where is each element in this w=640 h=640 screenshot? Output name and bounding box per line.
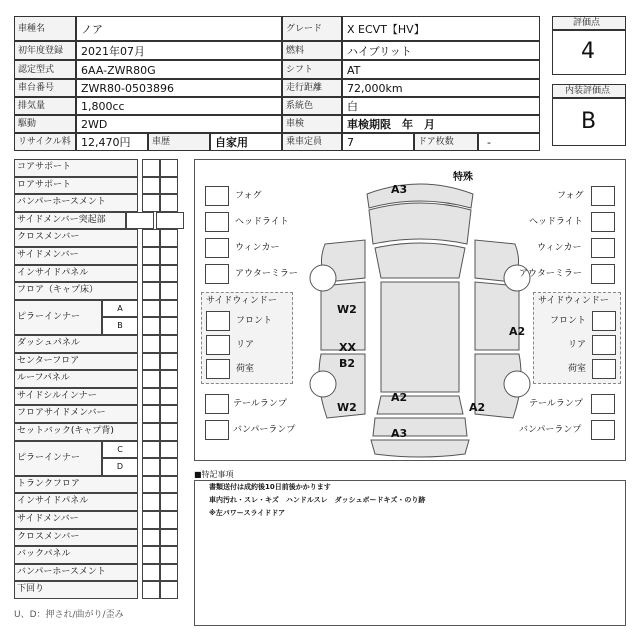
remarks-label: ■特記事項 <box>194 470 234 479</box>
frame-row-label: サイドメンバー <box>14 247 138 265</box>
frame-check-box[interactable] <box>142 317 160 335</box>
doors-value: - <box>487 136 491 149</box>
history-value: 自家用 <box>215 136 248 149</box>
first-reg-value: 2021年07月 <box>81 45 145 58</box>
fog-right-checkbox[interactable] <box>591 186 615 206</box>
frame-check-box[interactable] <box>160 353 178 371</box>
frame-row <box>14 353 184 371</box>
value-cell <box>342 115 540 133</box>
mirror-left-checkbox[interactable] <box>205 264 229 284</box>
frame-check-box[interactable] <box>142 159 160 177</box>
remarks-box <box>194 480 626 626</box>
frame-sub-label: D <box>102 458 138 476</box>
recycle-label: リサイクル料 <box>18 137 71 147</box>
frame-row-label: センターフロア <box>14 353 138 371</box>
model-value: ノア <box>81 23 103 36</box>
grade-value: X ECVT【HV】 <box>347 23 425 36</box>
frame-check-box[interactable] <box>142 300 160 318</box>
frame-check-box[interactable] <box>142 423 160 441</box>
score-label: 評価点 <box>573 18 601 28</box>
fog-right-label: フォグ <box>557 191 584 201</box>
frame-row <box>14 388 184 406</box>
frame-legend: U、D：押され/曲がり/歪み <box>14 610 124 620</box>
frame-row-label: ダッシュパネル <box>14 335 138 353</box>
bumper-lamp-left-checkbox[interactable] <box>205 420 229 440</box>
frame-row <box>14 212 184 230</box>
frame-row <box>14 159 184 177</box>
frame-row <box>14 564 184 582</box>
frame-row-label: ロアサポート <box>14 177 138 195</box>
headlight-right-label: ヘッドライト <box>529 217 583 227</box>
type-value: 6AA-ZWR80G <box>81 64 156 77</box>
winker-left-label: ウィンカー <box>235 243 280 253</box>
label-cell <box>282 115 342 133</box>
frame-check-box[interactable] <box>160 265 178 283</box>
value-cell <box>342 16 540 41</box>
code-right-mid: A2 <box>509 325 526 338</box>
tail-lamp-left-label: テールランプ <box>233 399 287 409</box>
value-cell <box>76 79 282 97</box>
label-cell <box>282 60 342 79</box>
value-cell <box>76 133 148 151</box>
frame-check-box[interactable] <box>142 458 160 476</box>
first-reg-label: 初年度登録 <box>18 46 64 56</box>
frame-row-label: 下回り <box>14 581 138 599</box>
frame-check-box[interactable] <box>160 405 178 423</box>
frame-check-box[interactable] <box>160 335 178 353</box>
shift-label: シフト <box>286 65 314 75</box>
drive-value: 2WD <box>81 118 108 131</box>
label-cell <box>282 16 342 41</box>
value-cell <box>76 97 282 115</box>
side-window-right-front-checkbox[interactable] <box>592 311 616 331</box>
frame-check-box[interactable] <box>142 353 160 371</box>
winker-right-label: ウィンカー <box>537 243 582 253</box>
frame-row <box>14 282 184 300</box>
label-cell <box>282 79 342 97</box>
label-cell <box>282 133 342 151</box>
code-center: XX <box>339 341 356 354</box>
frame-row-label: ピラーインナー <box>14 441 102 476</box>
frame-row-label: ピラーインナー <box>14 300 102 335</box>
frame-row-label: クロスメンバー <box>14 529 138 547</box>
frame-check-box[interactable] <box>160 317 178 335</box>
frame-row-label: フロア（キャプ床） <box>14 282 138 300</box>
model-label: 車種名 <box>18 24 46 34</box>
score-header <box>552 16 626 30</box>
frame-check-box[interactable] <box>160 370 178 388</box>
shift-value: AT <box>347 64 361 77</box>
drive-label: 駆動 <box>18 119 37 129</box>
frame-check-box[interactable] <box>160 177 178 195</box>
frame-row <box>14 476 184 494</box>
side-window-right-group <box>533 292 621 384</box>
frame-check-box[interactable] <box>160 581 178 599</box>
frame-check-box[interactable] <box>160 458 178 476</box>
frame-check-box[interactable] <box>142 476 160 494</box>
code-left-rear: W2 <box>337 401 357 414</box>
side-window-right-rear-label: リア <box>568 340 587 350</box>
bumper-lamp-right-checkbox[interactable] <box>591 420 615 440</box>
frame-row <box>14 229 184 247</box>
mirror-right-label: アウターミラー <box>519 269 582 279</box>
frame-row-label: サイドメンバー <box>14 511 138 529</box>
frame-row-label: インサイドパネル <box>14 265 138 283</box>
label-cell <box>414 133 478 151</box>
winker-left-checkbox[interactable] <box>205 238 229 258</box>
side-window-left-rear-checkbox[interactable] <box>206 335 230 355</box>
value-cell <box>76 16 282 41</box>
frame-row-label: サイドメンバー突起部 <box>14 212 126 230</box>
frame-check-box[interactable] <box>160 564 178 582</box>
frame-row <box>14 581 184 599</box>
frame-check-box[interactable] <box>142 282 160 300</box>
frame-row <box>14 194 184 212</box>
code-front-bumper: A3 <box>391 183 408 196</box>
label-cell <box>14 79 76 97</box>
displacement-label: 排気量 <box>18 101 46 111</box>
score-box <box>552 30 626 75</box>
headlight-left-checkbox[interactable] <box>205 212 229 232</box>
frame-row-label: コアサポート <box>14 159 138 177</box>
side-window-left-group <box>201 292 293 384</box>
fog-left-checkbox[interactable] <box>205 186 229 206</box>
side-window-right-cargo-label: 荷室 <box>568 364 587 374</box>
frame-row-label: トランクフロア <box>14 476 138 494</box>
displacement-value: 1,800cc <box>81 100 125 113</box>
frame-row <box>14 511 184 529</box>
side-window-left-cargo-label: 荷室 <box>236 364 255 374</box>
side-window-left-front-label: フロント <box>236 316 273 326</box>
type-label: 認定型式 <box>18 65 55 75</box>
side-window-right-cargo-checkbox[interactable] <box>592 359 616 379</box>
frame-row <box>14 247 184 265</box>
grade-label: グレード <box>286 24 323 34</box>
frame-row-label: セットバック(キャプ背) <box>14 423 138 441</box>
remark-line: 車内汚れ・スレ・キズ ハンドルスレ ダッシュボードキズ・のり跡 <box>209 496 426 504</box>
capacity-value: 7 <box>347 136 354 149</box>
bumper-lamp-right-label: バンパーランプ <box>519 425 582 435</box>
frame-check-box[interactable] <box>160 423 178 441</box>
bumper-lamp-left-label: バンパーランプ <box>233 425 296 435</box>
fuel-label: 燃料 <box>286 46 305 56</box>
headlight-right-checkbox[interactable] <box>591 212 615 232</box>
frame-check-box[interactable] <box>160 493 178 511</box>
frame-check-box[interactable] <box>160 282 178 300</box>
car-outline <box>305 174 535 458</box>
frame-check-box[interactable] <box>142 493 160 511</box>
frame-check-box[interactable] <box>160 546 178 564</box>
frame-check-box[interactable] <box>142 247 160 265</box>
chassis-value: ZWR80-0503896 <box>81 82 175 95</box>
frame-row <box>14 493 184 511</box>
frame-check-box[interactable] <box>142 511 160 529</box>
remark-line: 書類送付は成約後10日前後かかります <box>209 483 331 491</box>
frame-check-box[interactable] <box>160 229 178 247</box>
label-cell <box>282 41 342 60</box>
color-label: 系統色 <box>286 101 314 111</box>
frame-row-label: バンパーホースメント <box>14 564 138 582</box>
mileage-value: 72,000km <box>347 82 403 95</box>
label-cell <box>14 97 76 115</box>
frame-row-label: インサイドパネル <box>14 493 138 511</box>
label-cell <box>14 60 76 79</box>
chassis-label: 車台番号 <box>18 83 55 93</box>
frame-check-box[interactable] <box>142 529 160 547</box>
history-label: 車歴 <box>152 137 171 147</box>
frame-row-label: ルーフパネル <box>14 370 138 388</box>
frame-check-box[interactable] <box>142 388 160 406</box>
frame-row-label: バックパネル <box>14 546 138 564</box>
mirror-left-label: アウターミラー <box>235 269 298 279</box>
damage-diagram <box>194 159 626 461</box>
code-rear-center: A2 <box>391 391 408 404</box>
frame-row-label: バンパーホースメント <box>14 194 138 212</box>
frame-check-box[interactable] <box>142 194 160 212</box>
frame-row <box>14 265 184 283</box>
frame-check-box[interactable] <box>160 388 178 406</box>
mileage-label: 走行距離 <box>286 83 323 93</box>
remark-line: ※左パワースライドドア <box>209 509 286 517</box>
value-cell <box>76 60 282 79</box>
tail-lamp-right-checkbox[interactable] <box>591 394 615 414</box>
label-cell <box>14 16 76 41</box>
score-value: 4 <box>581 39 595 64</box>
value-cell <box>76 115 282 133</box>
value-cell <box>342 97 540 115</box>
side-window-left-rear-label: リア <box>236 340 255 350</box>
frame-row <box>14 177 184 195</box>
tail-lamp-left-checkbox[interactable] <box>205 394 229 414</box>
value-cell <box>342 133 414 151</box>
interior-score-box <box>552 98 626 146</box>
label-cell <box>14 41 76 60</box>
inspection-value: 車検期限 年 月 <box>347 118 435 131</box>
frame-row <box>14 335 184 353</box>
value-cell <box>478 133 540 151</box>
label-cell <box>148 133 210 151</box>
code-rear-bumper: A3 <box>391 427 408 440</box>
frame-sub-label: A <box>102 300 138 318</box>
frame-sub-label: B <box>102 317 138 335</box>
value-cell <box>342 79 540 97</box>
fog-left-label: フォグ <box>235 191 262 201</box>
frame-row <box>14 546 184 564</box>
value-cell <box>76 41 282 60</box>
frame-sub-label: C <box>102 441 138 459</box>
value-cell <box>342 60 540 79</box>
label-cell <box>282 97 342 115</box>
frame-check-box[interactable] <box>142 564 160 582</box>
side-window-left-front-checkbox[interactable] <box>206 311 230 331</box>
inspection-label: 車検 <box>286 119 305 129</box>
frame-check-box[interactable] <box>142 265 160 283</box>
frame-check-box[interactable] <box>160 247 178 265</box>
code-left-front: W2 <box>337 303 357 316</box>
side-window-left-cargo-checkbox[interactable] <box>206 359 230 379</box>
label-cell <box>14 115 76 133</box>
side-window-right-rear-checkbox[interactable] <box>592 335 616 355</box>
frame-check-box[interactable] <box>142 177 160 195</box>
frame-check-box[interactable] <box>156 212 184 230</box>
doors-label: ドア枚数 <box>418 137 454 147</box>
value-cell <box>210 133 282 151</box>
side-window-right-title: サイドウィンドー <box>538 296 609 306</box>
frame-check-box[interactable] <box>142 546 160 564</box>
frame-check-box[interactable] <box>160 159 178 177</box>
mirror-right-checkbox[interactable] <box>591 264 615 284</box>
frame-check-box[interactable] <box>142 405 160 423</box>
winker-right-checkbox[interactable] <box>591 238 615 258</box>
frame-row <box>14 529 184 547</box>
frame-row <box>14 300 184 335</box>
code-center-2: B2 <box>339 357 356 370</box>
frame-row <box>14 423 184 441</box>
side-window-left-title: サイドウィンドー <box>206 296 277 306</box>
frame-check-box[interactable] <box>142 229 160 247</box>
tail-lamp-right-label: テールランプ <box>529 399 583 409</box>
frame-check-box[interactable] <box>160 529 178 547</box>
frame-row <box>14 405 184 423</box>
frame-check-box[interactable] <box>160 441 178 459</box>
recycle-value: 12,470円 <box>81 136 131 149</box>
value-cell <box>342 41 540 60</box>
color-value: 白 <box>347 100 358 113</box>
label-cell <box>14 133 76 151</box>
capacity-label: 乗車定員 <box>286 137 323 147</box>
frame-row <box>14 370 184 388</box>
frame-check-box[interactable] <box>160 476 178 494</box>
fuel-value: ハイブリット <box>347 45 412 58</box>
interior-score-header <box>552 84 626 98</box>
special-label: 特殊 <box>453 172 473 183</box>
frame-check-box[interactable] <box>142 581 160 599</box>
frame-check-box[interactable] <box>126 212 154 230</box>
frame-check-box[interactable] <box>160 511 178 529</box>
frame-row-label: フロアサイドメンバー <box>14 405 138 423</box>
interior-score-value: B <box>581 109 597 134</box>
frame-check-box[interactable] <box>142 335 160 353</box>
frame-check-box[interactable] <box>160 194 178 212</box>
frame-row <box>14 441 184 476</box>
headlight-left-label: ヘッドライト <box>235 217 289 227</box>
frame-check-box[interactable] <box>142 441 160 459</box>
frame-check-box[interactable] <box>142 370 160 388</box>
frame-row-label: クロスメンバー <box>14 229 138 247</box>
frame-row-label: サイドシルインナー <box>14 388 138 406</box>
interior-score-label: 内装評価点 <box>565 86 611 96</box>
code-right-rear: A2 <box>469 401 486 414</box>
side-window-right-front-label: フロント <box>550 316 587 326</box>
frame-check-box[interactable] <box>160 300 178 318</box>
